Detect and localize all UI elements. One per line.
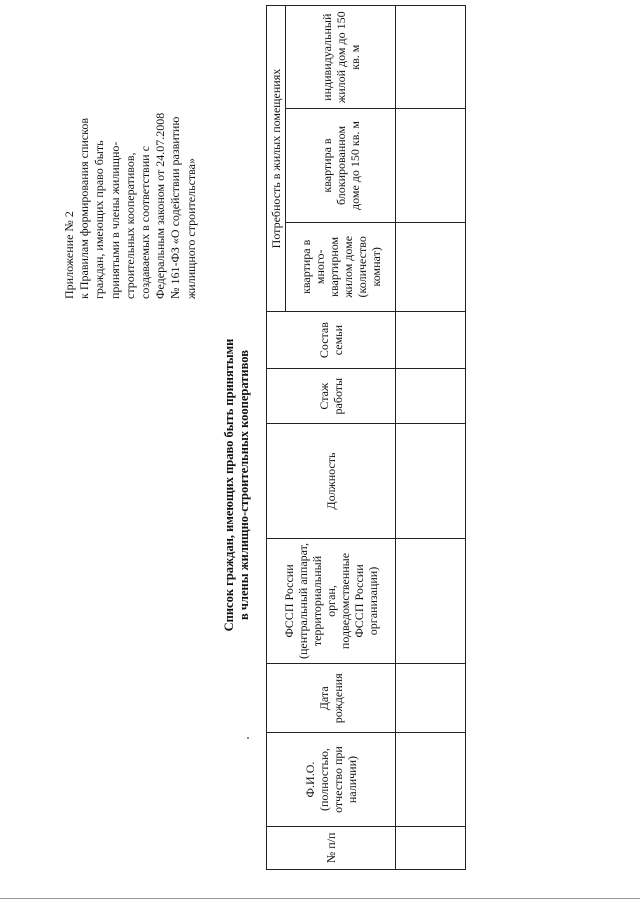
header-num: № п/п [267, 826, 396, 869]
header-row-1 [267, 6, 286, 870]
citizens-table [266, 5, 466, 870]
table-cell [396, 424, 466, 539]
appendix-line: жилищного строительства» [183, 158, 198, 299]
table-cell [396, 733, 466, 826]
document-title [222, 185, 252, 785]
table-cell [396, 312, 466, 369]
header-housing-need: Потребность в жилых помещениях [267, 6, 286, 312]
appendix-line: Федеральным законом от 24.07.2008 [153, 112, 168, 299]
appendix-line: граждан, имеющих право быть [92, 140, 107, 299]
appendix-line: создаваемых в соответствии с [138, 146, 153, 299]
header-apartment: квартира в много-квартирном жилом доме (количество комнат) [286, 222, 396, 312]
table-cell [396, 6, 466, 109]
table-cell [396, 369, 466, 424]
header-family: Состав семьи [267, 312, 396, 369]
header-experience: Стаж работы [267, 369, 396, 424]
table-cell [396, 664, 466, 733]
header-fio: Ф.И.О. (полностью, отчество при наличии) [267, 733, 396, 826]
appendix-line: Приложение № 2 [62, 211, 76, 299]
appendix-block [62, 29, 199, 299]
speck-mark [247, 737, 249, 739]
appendix-line: к Правилам формирования списков [77, 117, 92, 299]
table-cell [396, 109, 466, 222]
appendix-line: принятыми в члены жилищно- [107, 141, 122, 299]
header-fssp: ФССП России (центральный аппарат, территориальный орган, подведомственные ФССП России организации) [267, 538, 396, 663]
table-cell [396, 222, 466, 312]
table-row [396, 6, 466, 870]
title-line-1: Список граждан, имеющих право быть принятыми [222, 338, 236, 632]
bottom-edge-line [0, 898, 640, 899]
table-cell [396, 538, 466, 663]
header-birth-date: Дата рождения [267, 664, 396, 733]
table-cell [396, 826, 466, 869]
header-block-house: квартира в блокированном доме до 150 кв. м [286, 109, 396, 222]
rotated-sheet [4, 5, 636, 895]
appendix-line: строительных кооперативов, [122, 152, 137, 299]
appendix-line: № 161-ФЗ «О содействии развитию [168, 116, 183, 299]
header-position: Должность [267, 424, 396, 539]
title-line-2: в члены жилищно-строительных кооперативов [237, 350, 251, 620]
header-private-house: индивидуальный жилой дом до 150 кв. м [286, 6, 396, 109]
